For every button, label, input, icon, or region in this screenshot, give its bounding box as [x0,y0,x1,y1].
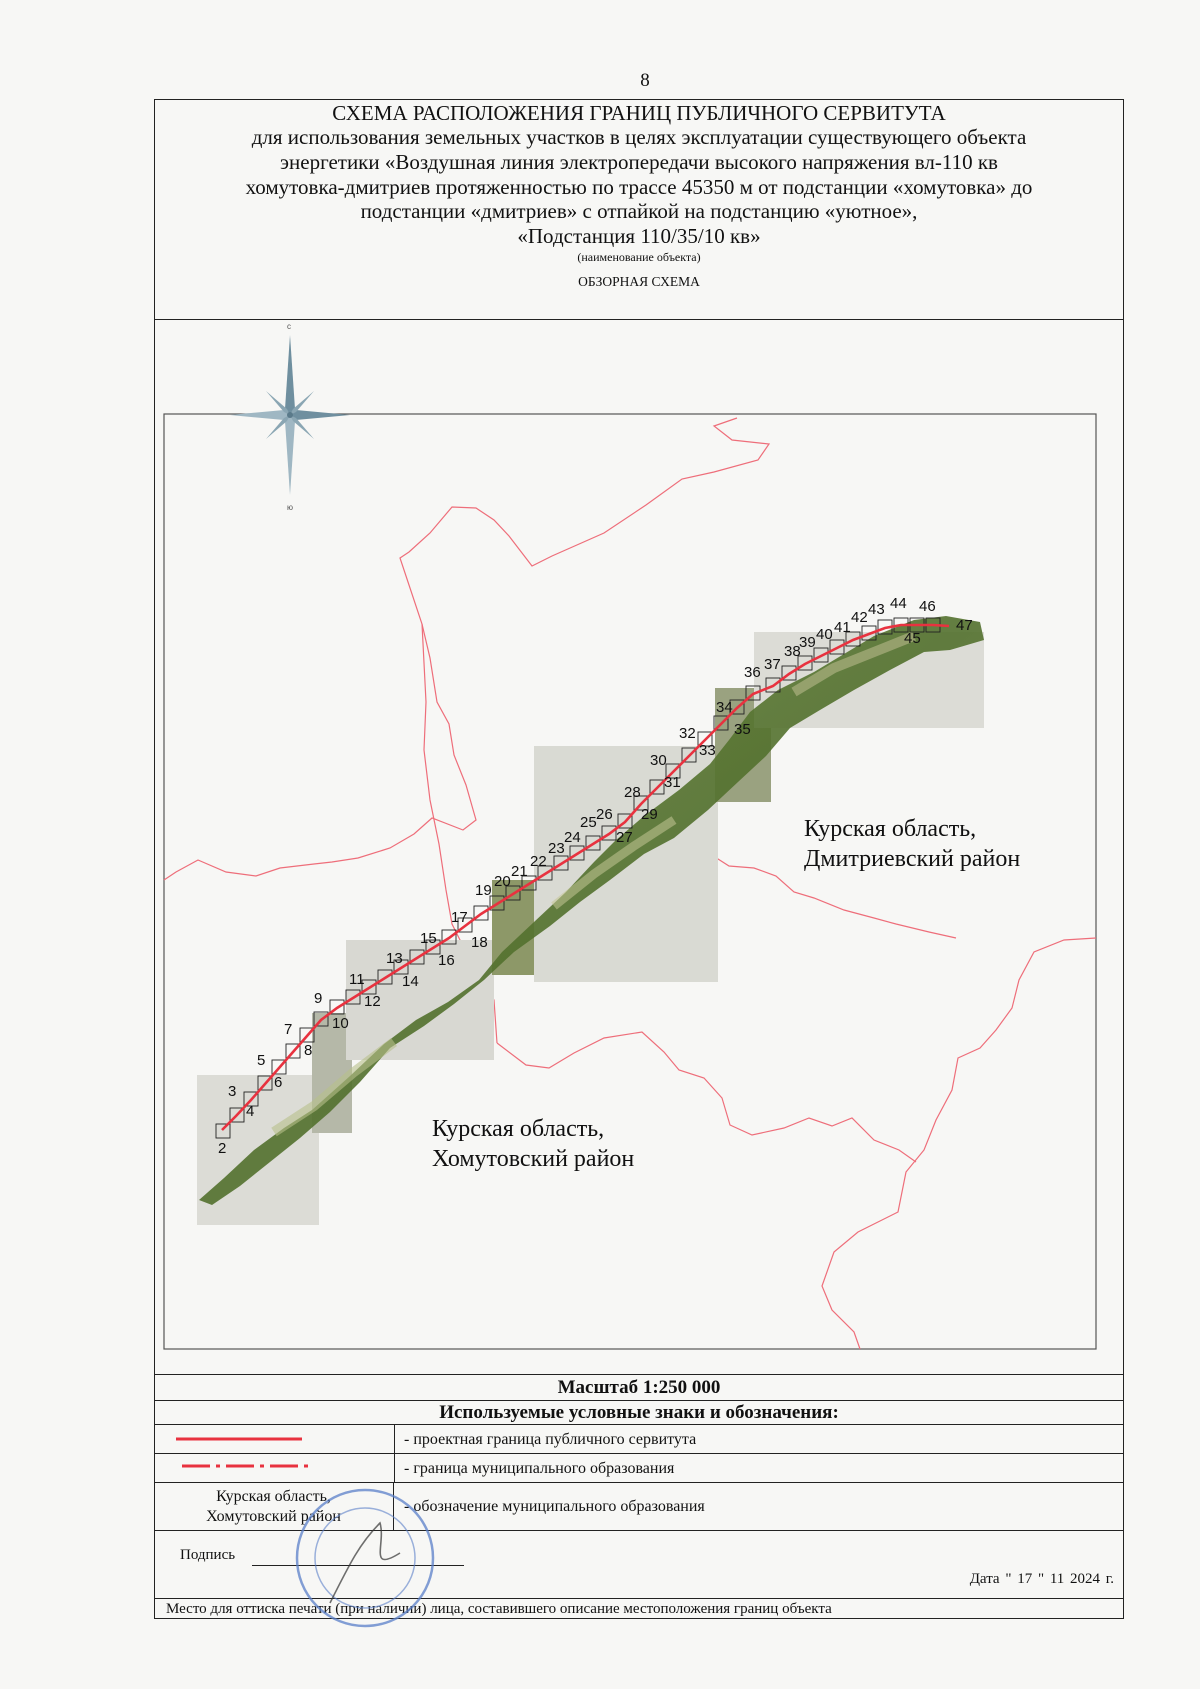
map-canvas [154,320,1124,1374]
sheet-label-9: 9 [314,990,323,1007]
sheet-label-3: 3 [228,1083,237,1100]
sheet-label-23: 23 [548,840,565,857]
sheet-label-2: 2 [218,1140,227,1157]
sheet-label-40: 40 [816,626,833,643]
sheet-label-47: 47 [956,617,973,634]
legend-symbol-dash-dot-line [154,1454,395,1482]
sheet-label-7: 7 [284,1021,293,1038]
sheet-label-17: 17 [451,909,468,926]
sheet-label-46: 46 [919,598,936,615]
title-line-1: СХЕМА РАСПОЛОЖЕНИЯ ГРАНИЦ ПУБЛИЧНОГО СЕРВИТУТА [332,101,946,125]
sheet-label-39: 39 [799,634,816,651]
overview-map [154,320,1124,1374]
compass-north-label: с [287,322,291,331]
legend-text-municipal-boundary: - граница муниципального образования [404,1460,675,1477]
sheet-label-10: 10 [332,1015,349,1032]
sheet-label-35: 35 [734,721,751,738]
district-boundary-south [497,1032,916,1162]
compass-rose-icon [230,322,350,512]
sheet-label-42: 42 [851,609,868,626]
sheet-label-4: 4 [246,1103,255,1120]
sheet-label-26: 26 [596,806,613,823]
sheet-label-25: 25 [580,814,597,831]
sheet-label-11: 11 [349,971,365,988]
title-line-3: энергетики «Воздушная линия электропередачи высокого напряжения вл-110 кв [280,149,998,174]
seal-stamp-icon [290,1483,440,1633]
sheet-label-16: 16 [438,952,455,969]
sheet-label-18: 18 [471,934,488,951]
legend-symbol-line1: Курская область, [216,1488,331,1505]
legend-text-municipality-label: - обозначение муниципального образования [404,1498,705,1515]
object-name-caption: (наименование объекта) [577,249,701,264]
sheet-label-8: 8 [304,1042,313,1059]
title-line-5: подстанции «дмитриев» с отпайкой на подстанцию «уютное», [360,199,918,224]
sheet-label-21: 21 [511,863,528,880]
overview-label: ОБЗОРНАЯ СХЕМА [578,273,700,289]
sheet-label-31: 31 [664,774,681,791]
sheet-label-45: 45 [904,630,921,647]
sheet-label-14: 14 [402,973,419,990]
sheet-label-43: 43 [868,601,885,618]
sheet-label-22: 22 [530,853,547,870]
sheet-label-19: 19 [475,882,492,899]
title-line-2: для использования земельных участков в целях эксплуатации существующего объекта [251,125,1027,149]
legend-heading: Используемые условные знаки и обозначения: [154,1400,1124,1424]
sheet-label-5: 5 [257,1052,266,1069]
sheet-label-15: 15 [420,930,437,947]
region-khomutov-line2: Хомутовский район [432,1146,635,1172]
signature-label: Подпись [180,1547,236,1563]
legend-text-servitude: - проектная граница публичного сервитута [404,1431,697,1448]
page-number: 8 [640,70,650,91]
sheet-label-29: 29 [641,806,658,823]
sheet-label-12: 12 [364,993,381,1010]
compass-south-label: ю [287,503,293,512]
sheet-label-6: 6 [274,1074,283,1091]
sheet-label-28: 28 [624,784,641,801]
sheet-label-32: 32 [679,725,696,742]
region-dmitriev-line1: Курская область, [804,816,977,842]
signature-date: Дата " 17 " 11 2024 г. [969,1571,1114,1587]
sheet-label-30: 30 [650,752,667,769]
sheet-label-13: 13 [386,950,403,967]
sheet-label-27: 27 [616,829,633,846]
title-line-6: «Подстанция 110/35/10 кв» [517,224,761,249]
legend-symbol-solid-line [154,1425,395,1453]
sheet-label-37: 37 [764,656,781,673]
sheet-label-41: 41 [834,619,851,636]
region-khomutov-line1: Курская область, [432,1116,605,1142]
title-line-4: хомутовка-дмитриев протяженностью по трассе 45350 м от подстанции «хомутовка» до [245,174,1033,199]
sheet-label-44: 44 [890,595,907,612]
scale-label: Масштаб 1:250 000 [154,1374,1124,1400]
district-boundary-east [822,938,1096,1349]
sheet-label-20: 20 [494,873,511,890]
sheet-label-34: 34 [716,699,733,716]
title-block [154,99,1124,320]
legend-symbol-line2: Хомутовский район [206,1508,341,1525]
sheet-label-33: 33 [699,742,716,759]
sheet-label-36: 36 [744,664,761,681]
region-dmitriev-line2: Дмитриевский район [804,846,1021,872]
footer-note: Место для оттиска печати (при наличии) лица, составившего описание местоположения границ объекта [154,1598,1124,1619]
legend-item-servitude [154,1424,1124,1453]
sheet-label-38: 38 [784,643,801,660]
sheet-label-24: 24 [564,829,581,846]
